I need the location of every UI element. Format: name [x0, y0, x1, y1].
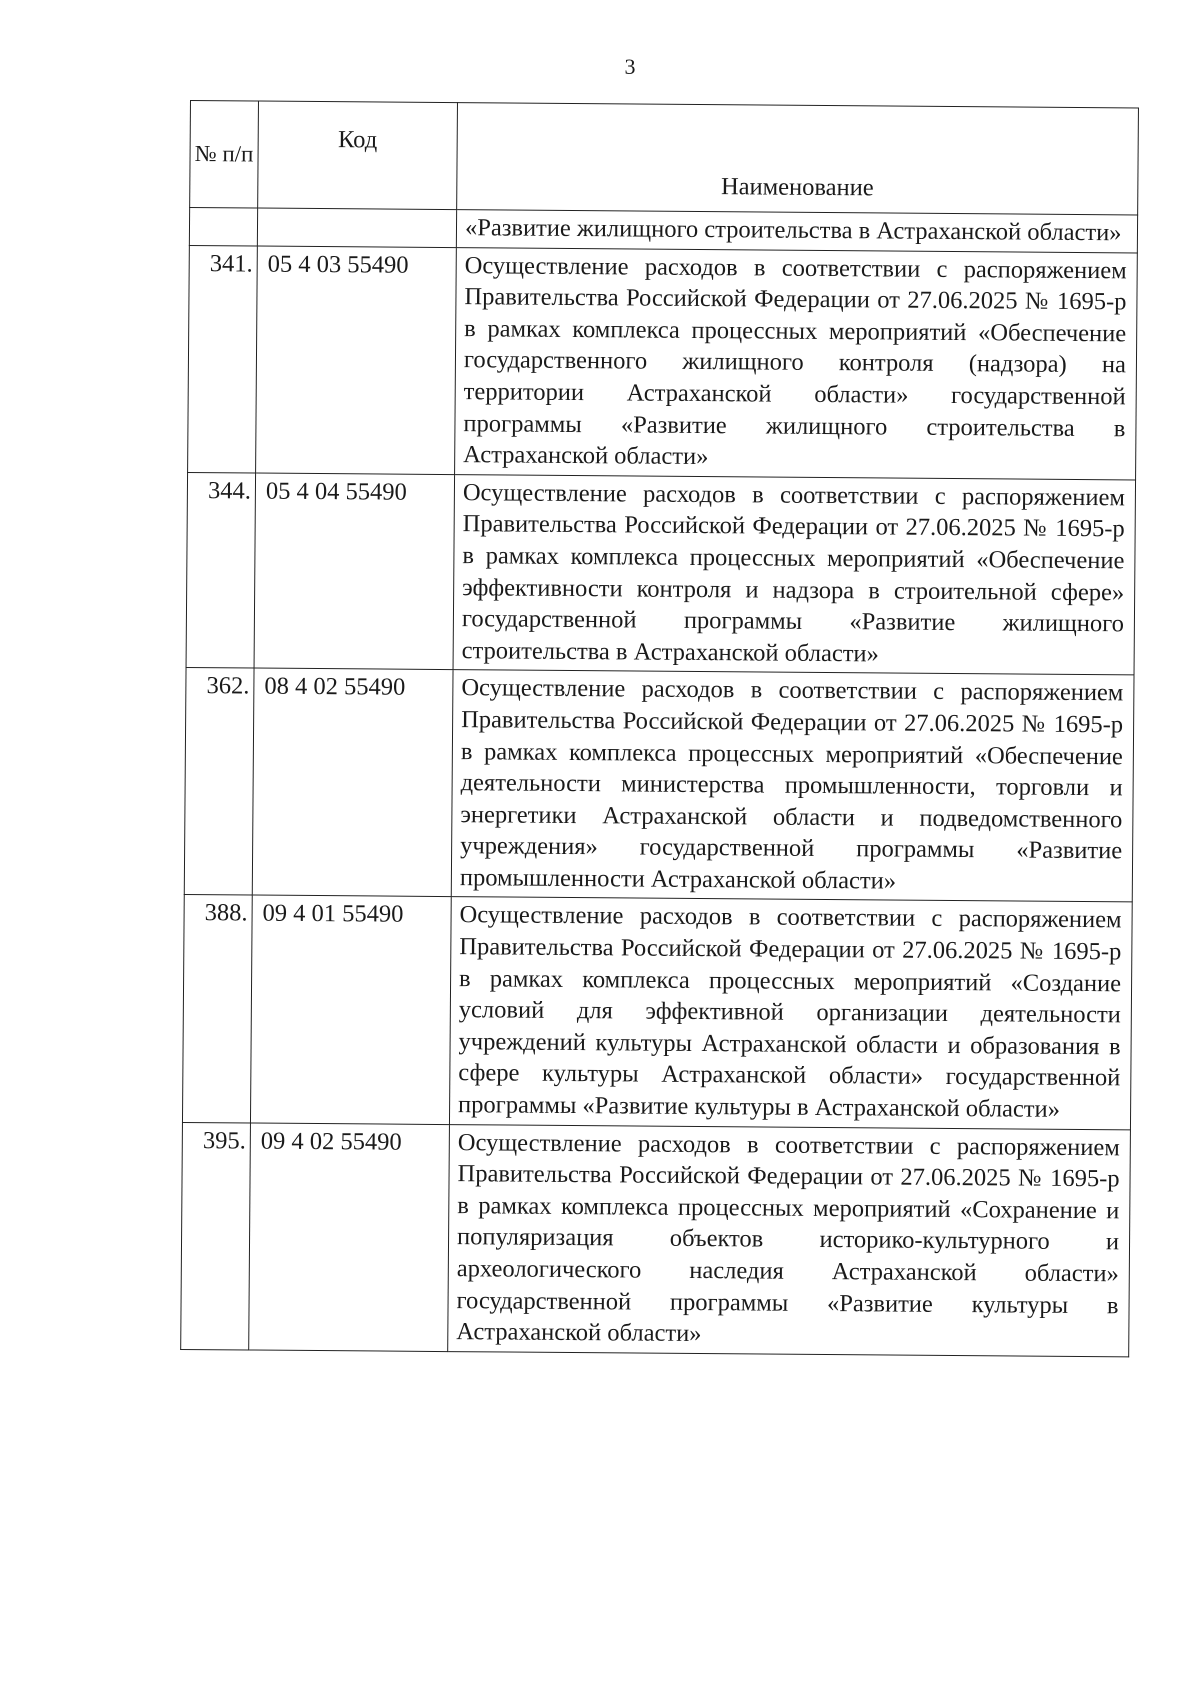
header-number: № п/п: [190, 101, 259, 209]
row-code: 09 4 02 55490: [249, 1123, 450, 1352]
row-code: 05 4 04 55490: [254, 473, 455, 670]
row-code: 08 4 02 55490: [252, 668, 453, 897]
table-row: [184, 668, 1134, 903]
row-name: Осуществление расходов в соответствии с распоряжением Правительства Российской Федерации от 27.06.2025 № 1695-р в рамках комплекса процессных мероприятий «Сохранение и популяризация объектов историко-культурного и археологического наследия Астраханской области» государственной программы «Развитие культуры в Астраханской области»: [448, 1124, 1131, 1356]
row-number: 362.: [184, 668, 254, 896]
row-number: 395.: [181, 1122, 251, 1350]
row-number: 388.: [182, 895, 252, 1123]
continuation-num-cell: [189, 208, 257, 246]
table-row: [186, 472, 1136, 675]
codes-table: [180, 100, 1139, 1357]
header-name: Наименование: [457, 103, 1139, 215]
row-code: 05 4 03 55490: [256, 246, 457, 475]
row-name: Осуществление расходов в соответствии с распоряжением Правительства Российской Федерации от 27.06.2025 № 1695-р в рамках комплекса процессных мероприятий «Обеспечение государственного жилищного контроля (надзора) на территории Астраханской области» государственной программы «Развитие жилищного строительства в Астраханской области»: [455, 247, 1138, 479]
row-number: 344.: [186, 472, 256, 668]
table-header-row: [190, 101, 1139, 215]
table-row: [188, 245, 1138, 480]
row-name: Осуществление расходов в соответствии с распоряжением Правительства Российской Федерации от 27.06.2025 № 1695-р в рамках комплекса процессных мероприятий «Обеспечение эффективности контроля и надзора в строительной сфере» государственной программы «Развитие жилищного строительства в Астраханской области»: [453, 474, 1136, 675]
table-row: [182, 895, 1132, 1130]
header-code: Код: [258, 101, 458, 210]
page-number: 3: [624, 54, 636, 79]
row-name: Осуществление расходов в соответствии с распоряжением Правительства Российской Федерации от 27.06.2025 № 1695-р в рамках комплекса процессных мероприятий «Создание условий для эффективной организации деятельности учреждений культуры Астраханской области и образования в сфере культуры Астраханской области» государственной программы «Развитие культуры в Астраханской области»: [449, 897, 1132, 1129]
continuation-code-cell: [257, 208, 456, 247]
row-code: 09 4 01 55490: [250, 895, 451, 1124]
table-row: [181, 1122, 1131, 1357]
row-number: 341.: [188, 245, 258, 473]
continuation-name-cell: «Развитие жилищного строительства в Астраханской области»: [456, 210, 1137, 253]
row-name: Осуществление расходов в соответствии с распоряжением Правительства Российской Федерации от 27.06.2025 № 1695-р в рамках комплекса процессных мероприятий «Обеспечение деятельности министерства промышленности, торговли и энергетики Астраханской области и подведомственного учреждения» государственной программы «Развитие промышленности Астраханской области»: [451, 670, 1134, 902]
